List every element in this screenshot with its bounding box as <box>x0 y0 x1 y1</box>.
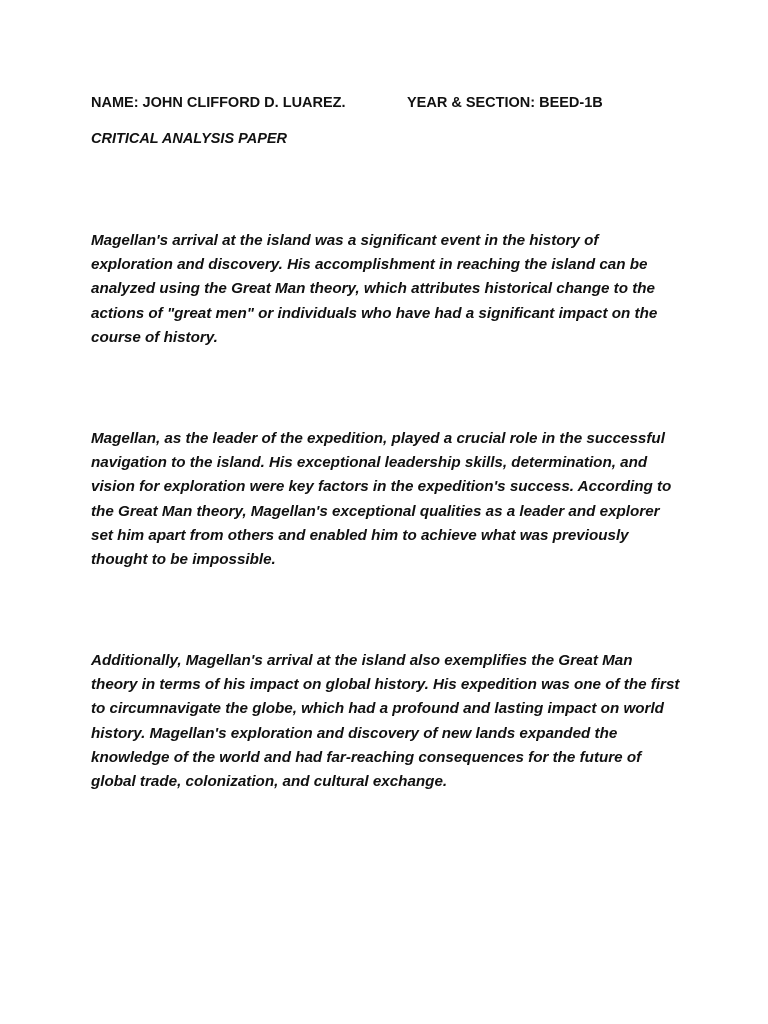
year-and-section: YEAR & SECTION: BEED-1B <box>407 95 603 111</box>
paragraph-2: Magellan, as the leader of the expedition, played a crucial role in the successful navigation to the island. His exceptional leadership skills, determination, and vision for exploration were key factors in the expedition's success. According to the Great Man theory, Magellan's exceptional qualities as a leader and explorer set him apart from others and enabled him to achieve what was previously thought to be impossible. <box>91 430 672 569</box>
student-name: NAME: JOHN CLIFFORD D. LUAREZ. <box>91 95 346 111</box>
document-type-title: CRITICAL ANALYSIS PAPER <box>91 131 288 147</box>
paragraph-1: Magellan's arrival at the island was a significant event in the history of exploration and discovery. His accomplishment in reaching the island can be analyzed using the Great Man theory, which attributes historical change to the actions of "great men" or individuals who have had a significant impact on the course of history. <box>91 232 658 346</box>
paragraph-3: Additionally, Magellan's arrival at the island also exemplifies the Great Man theory in terms of his impact on global history. His expedition was one of the first to circumnavigate the globe, which had a profound and lasting impact on world history. Magellan's exploration and discovery of new lands expanded the knowledge of the world and had far-reaching consequences for the future of global trade, colonization, and cultural exchange. <box>91 652 680 791</box>
